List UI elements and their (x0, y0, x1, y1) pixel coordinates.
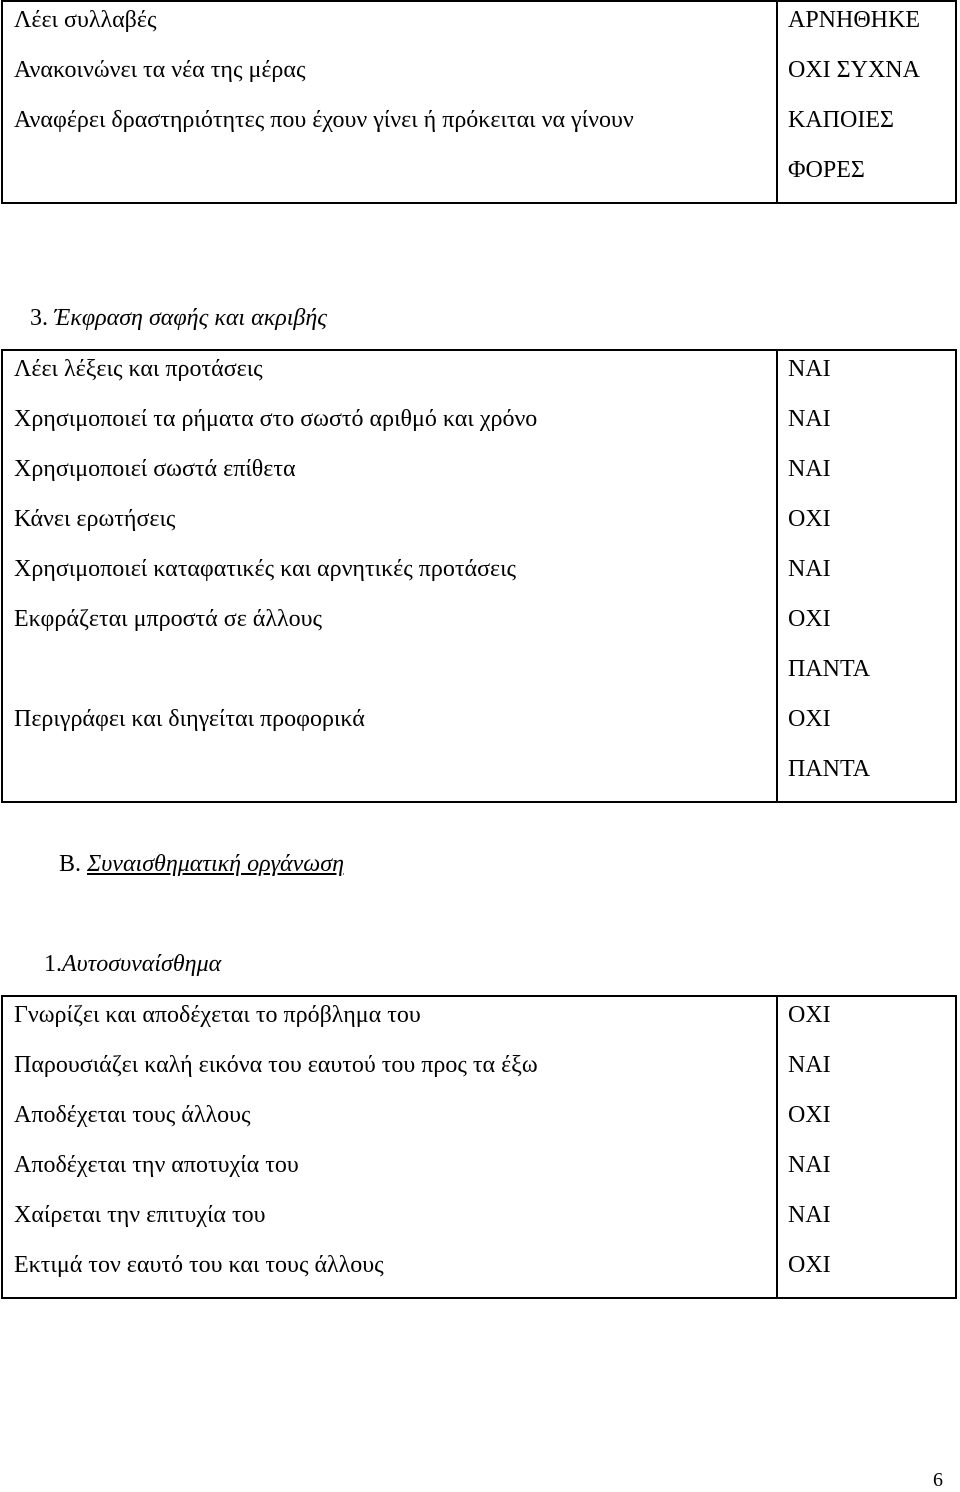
answer-text: ΠΑΝΤΑ (788, 756, 871, 782)
question-text: Περιγράφει και διηγείται προφορικά (14, 706, 365, 732)
question-text: Λέει συλλαβές (14, 7, 157, 33)
question-text: Εκφράζεται μπροστά σε άλλους (14, 606, 323, 632)
answer-cell (777, 996, 956, 1298)
section-number: 1. (44, 951, 62, 977)
question-text: Αποδέχεται την αποτυχία του (14, 1152, 299, 1178)
question-text: Κάνει ερωτήσεις (14, 506, 176, 532)
answer-text: ΦΟΡΕΣ (788, 157, 865, 183)
section-heading-3 (30, 300, 327, 336)
answer-text: ΚΑΠΟΙΕΣ (788, 107, 894, 133)
table-row (2, 996, 956, 1298)
question-text: Γνωρίζει και αποδέχεται το πρόβλημα του (14, 1002, 421, 1028)
section-title: Έκφραση σαφής και ακριβής (54, 305, 327, 331)
question-text: Αναφέρει δραστηριότητες που έχουν γίνει ή πρόκειται να γίνουν (14, 107, 634, 133)
question-text: Λέει λέξεις και προτάσεις (14, 356, 263, 382)
question-text: Χρησιμοποιεί καταφατικές και αρνητικές προτάσεις (14, 556, 517, 582)
answer-text: ΟΧΙ (788, 1002, 831, 1028)
question-text: Εκτιμά τον εαυτό του και τους άλλους (14, 1252, 384, 1278)
question-cell (2, 350, 777, 802)
question-text: Παρουσιάζει καλή εικόνα του εαυτού του προς τα έξω (14, 1052, 538, 1078)
question-text: Χρησιμοποιεί σωστά επίθετα (14, 456, 296, 482)
table-self-awareness (1, 995, 957, 1299)
section-title: Συναισθηματική οργάνωση (87, 851, 344, 877)
answer-text: ΝΑΙ (788, 456, 831, 482)
question-text: Χαίρεται την επιτυχία του (14, 1202, 266, 1228)
page-number: 6 (933, 1469, 943, 1491)
answer-text: ΠΑΝΤΑ (788, 656, 871, 682)
answer-text: ΝΑΙ (788, 356, 831, 382)
answer-text: ΝΑΙ (788, 1202, 831, 1228)
table-expression (1, 349, 957, 803)
answer-text: ΟΧΙ (788, 506, 831, 532)
answer-text: ΟΧΙ (788, 606, 831, 632)
section-heading-1 (44, 946, 221, 982)
answer-text: ΟΧΙ ΣΥΧΝΑ (788, 57, 920, 83)
question-text: Ανακοινώνει τα νέα της μέρας (14, 57, 306, 83)
section-heading-b (59, 846, 344, 882)
answer-text: ΝΑΙ (788, 406, 831, 432)
section-letter: Β. (59, 851, 82, 877)
table-communication (1, 0, 957, 204)
answer-text: ΑΡΝΗΘΗΚΕ (788, 7, 920, 33)
answer-text: ΟΧΙ (788, 706, 831, 732)
question-cell (2, 1, 777, 203)
table-row (2, 1, 956, 203)
question-text: Αποδέχεται τους άλλους (14, 1102, 251, 1128)
answer-text: ΝΑΙ (788, 556, 831, 582)
section-title: Αυτοσυναίσθημα (62, 951, 222, 977)
question-text: Χρησιμοποιεί τα ρήματα στο σωστό αριθμό και χρόνο (14, 406, 538, 432)
section-number: 3. (30, 305, 48, 331)
answer-text: ΟΧΙ (788, 1102, 831, 1128)
answer-text: ΝΑΙ (788, 1152, 831, 1178)
question-cell (2, 996, 777, 1298)
answer-cell (777, 1, 956, 203)
answer-text: ΟΧΙ (788, 1252, 831, 1278)
answer-cell (777, 350, 956, 802)
table-row (2, 350, 956, 802)
answer-text: ΝΑΙ (788, 1052, 831, 1078)
